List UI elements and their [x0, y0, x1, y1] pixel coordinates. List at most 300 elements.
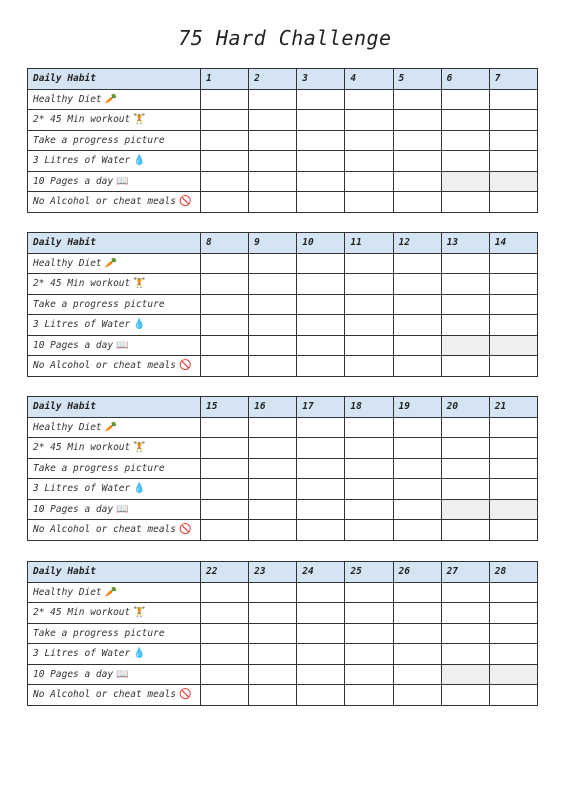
day-header-12: 12: [393, 233, 441, 254]
checkbox-cell[interactable]: [201, 130, 249, 151]
checkbox-cell[interactable]: [297, 499, 345, 520]
table-header-row: [28, 69, 538, 90]
checkbox-cell[interactable]: [201, 110, 249, 131]
checkbox-cell[interactable]: [297, 438, 345, 459]
checkbox-cell[interactable]: [489, 89, 537, 110]
habit-row: [28, 356, 538, 377]
checkbox-cell[interactable]: [297, 603, 345, 624]
checkbox-cell[interactable]: [441, 356, 489, 377]
habit-row: [28, 110, 538, 131]
carrot-icon: 🥕: [104, 421, 118, 433]
checkbox-cell[interactable]: [249, 294, 297, 315]
habit-label: 10 Pages a day: [33, 503, 114, 515]
checkbox-cell[interactable]: [345, 644, 393, 665]
week-table-3: [27, 396, 538, 541]
checkbox-cell[interactable]: [297, 335, 345, 356]
checkbox-cell[interactable]: [249, 417, 297, 438]
day-header-23: 23: [249, 562, 297, 583]
habit-row: [28, 520, 538, 541]
checkbox-cell[interactable]: [345, 685, 393, 706]
checkbox-cell[interactable]: [489, 335, 537, 356]
habit-row: [28, 335, 538, 356]
checkbox-cell[interactable]: [297, 253, 345, 274]
checkbox-cell[interactable]: [489, 192, 537, 213]
checkbox-cell[interactable]: [345, 110, 393, 131]
weightlifter-icon: 🏋: [133, 442, 146, 454]
checkbox-cell[interactable]: [489, 356, 537, 377]
checkbox-cell[interactable]: [393, 644, 441, 665]
day-header-7: 7: [489, 69, 537, 90]
checkbox-cell[interactable]: [441, 520, 489, 541]
checkbox-cell[interactable]: [393, 110, 441, 131]
checkbox-cell[interactable]: [441, 151, 489, 172]
checkbox-cell[interactable]: [489, 582, 537, 603]
habit-row: [28, 130, 538, 151]
checkbox-cell[interactable]: [393, 253, 441, 274]
checkbox-cell[interactable]: [201, 192, 249, 213]
checkbox-cell[interactable]: [297, 315, 345, 336]
day-header-16: 16: [249, 397, 297, 418]
checkbox-cell[interactable]: [393, 685, 441, 706]
day-header-18: 18: [345, 397, 393, 418]
checkbox-cell[interactable]: [249, 253, 297, 274]
no-entry-icon: 🚫: [179, 689, 192, 701]
checkbox-cell[interactable]: [249, 356, 297, 377]
checkbox-cell[interactable]: [297, 356, 345, 377]
habit-label-cell: [28, 253, 201, 274]
habit-row: [28, 582, 538, 603]
checkbox-cell[interactable]: [297, 520, 345, 541]
habit-row: [28, 664, 538, 685]
checkbox-cell[interactable]: [297, 417, 345, 438]
checkbox-cell[interactable]: [393, 130, 441, 151]
checkbox-cell[interactable]: [249, 274, 297, 295]
checkbox-cell[interactable]: [393, 294, 441, 315]
checkbox-cell[interactable]: [297, 192, 345, 213]
checkbox-cell[interactable]: [489, 603, 537, 624]
habit-label: Take a progress picture: [33, 298, 165, 310]
checkbox-cell[interactable]: [249, 603, 297, 624]
day-header-24: 24: [297, 562, 345, 583]
habit-label-cell: [28, 458, 201, 479]
open-book-icon: 📖: [116, 668, 129, 680]
checkbox-cell[interactable]: [489, 171, 537, 192]
habit-label-cell: [28, 582, 201, 603]
habit-label: 10 Pages a day: [33, 339, 114, 351]
page-title: 75 Hard Challenge: [178, 26, 392, 50]
checkbox-cell[interactable]: [393, 315, 441, 336]
day-header-15: 15: [201, 397, 249, 418]
habit-row: [28, 171, 538, 192]
weightlifter-icon: 🏋: [133, 607, 146, 619]
checkbox-cell[interactable]: [201, 171, 249, 192]
weightlifter-icon: 🏋: [133, 114, 146, 126]
week-table-2: [27, 232, 538, 377]
checkbox-cell[interactable]: [249, 171, 297, 192]
checkbox-cell[interactable]: [201, 644, 249, 665]
habit-label: 2* 45 Min workout: [33, 114, 131, 126]
table-header-row: [28, 233, 538, 254]
checkbox-cell[interactable]: [441, 274, 489, 295]
day-header-17: 17: [297, 397, 345, 418]
day-header-20: 20: [441, 397, 489, 418]
checkbox-cell[interactable]: [489, 110, 537, 131]
checkbox-cell[interactable]: [393, 623, 441, 644]
checkbox-cell[interactable]: [489, 151, 537, 172]
open-book-icon: 📖: [116, 339, 129, 351]
habit-label: 10 Pages a day: [33, 175, 114, 187]
checkbox-cell[interactable]: [441, 623, 489, 644]
checkbox-cell[interactable]: [441, 479, 489, 500]
open-book-icon: 📖: [116, 503, 129, 515]
checkbox-cell[interactable]: [393, 582, 441, 603]
checkbox-cell[interactable]: [297, 685, 345, 706]
habit-row: [28, 89, 538, 110]
checkbox-cell[interactable]: [201, 664, 249, 685]
day-header-6: 6: [441, 69, 489, 90]
habit-label-cell: [28, 171, 201, 192]
habit-row: [28, 499, 538, 520]
checkbox-cell[interactable]: [249, 664, 297, 685]
habit-row: [28, 438, 538, 459]
habit-label-cell: [28, 110, 201, 131]
habit-row: [28, 685, 538, 706]
checkbox-cell[interactable]: [345, 664, 393, 685]
checkbox-cell[interactable]: [441, 417, 489, 438]
habit-label-cell: [28, 685, 201, 706]
checkbox-cell[interactable]: [297, 274, 345, 295]
water-droplet-icon: 💧: [133, 319, 146, 331]
checkbox-cell[interactable]: [249, 623, 297, 644]
checkbox-cell[interactable]: [201, 315, 249, 336]
habit-label-cell: [28, 417, 201, 438]
checkbox-cell[interactable]: [489, 274, 537, 295]
habit-label: No Alcohol or cheat meals: [33, 196, 176, 208]
checkbox-cell[interactable]: [201, 623, 249, 644]
day-header-3: 3: [297, 69, 345, 90]
habit-label: Take a progress picture: [33, 134, 165, 146]
day-header-8: 8: [201, 233, 249, 254]
day-header-22: 22: [201, 562, 249, 583]
checkbox-cell[interactable]: [201, 458, 249, 479]
habit-label: No Alcohol or cheat meals: [33, 689, 176, 701]
checkbox-cell[interactable]: [297, 110, 345, 131]
checkbox-cell[interactable]: [489, 294, 537, 315]
checkbox-cell[interactable]: [489, 644, 537, 665]
checkbox-cell[interactable]: [489, 417, 537, 438]
weightlifter-icon: 🏋: [133, 278, 146, 290]
checkbox-cell[interactable]: [441, 438, 489, 459]
habit-row: [28, 603, 538, 624]
habit-label: Healthy Diet: [33, 586, 102, 598]
checkbox-cell[interactable]: [201, 294, 249, 315]
checkbox-cell[interactable]: [441, 603, 489, 624]
checkbox-cell[interactable]: [393, 438, 441, 459]
checkbox-cell[interactable]: [297, 644, 345, 665]
checkbox-cell[interactable]: [249, 520, 297, 541]
checkbox-cell[interactable]: [489, 315, 537, 336]
week-table-4: [27, 561, 538, 706]
checkbox-cell[interactable]: [441, 664, 489, 685]
checkbox-cell[interactable]: [441, 315, 489, 336]
checkbox-cell[interactable]: [297, 458, 345, 479]
day-header-2: 2: [249, 69, 297, 90]
checkbox-cell[interactable]: [201, 685, 249, 706]
day-header-21: 21: [489, 397, 537, 418]
checkbox-cell[interactable]: [441, 130, 489, 151]
habit-row: [28, 623, 538, 644]
habit-row: [28, 253, 538, 274]
checkbox-cell[interactable]: [489, 458, 537, 479]
daily-habit-header: Daily Habit: [28, 69, 201, 90]
checkbox-cell[interactable]: [297, 151, 345, 172]
checkbox-cell[interactable]: [201, 356, 249, 377]
checkbox-cell[interactable]: [345, 253, 393, 274]
checkbox-cell[interactable]: [393, 89, 441, 110]
checkbox-cell[interactable]: [297, 623, 345, 644]
habit-label-cell: [28, 192, 201, 213]
checkbox-cell[interactable]: [345, 130, 393, 151]
checkbox-cell[interactable]: [441, 253, 489, 274]
habit-row: [28, 644, 538, 665]
habit-label: Take a progress picture: [33, 627, 165, 639]
habit-label: Take a progress picture: [33, 462, 165, 474]
checkbox-cell[interactable]: [345, 335, 393, 356]
habit-label: 2* 45 Min workout: [33, 442, 131, 454]
checkbox-cell[interactable]: [393, 356, 441, 377]
checkbox-cell[interactable]: [393, 274, 441, 295]
checkbox-cell[interactable]: [393, 192, 441, 213]
checkbox-cell[interactable]: [393, 603, 441, 624]
day-header-4: 4: [345, 69, 393, 90]
day-header-25: 25: [345, 562, 393, 583]
checkbox-cell[interactable]: [201, 253, 249, 274]
day-header-19: 19: [393, 397, 441, 418]
habit-row: [28, 274, 538, 295]
checkbox-cell[interactable]: [393, 171, 441, 192]
checkbox-cell[interactable]: [201, 520, 249, 541]
checkbox-cell[interactable]: [393, 664, 441, 685]
checkbox-cell[interactable]: [297, 89, 345, 110]
open-book-icon: 📖: [116, 175, 129, 187]
no-entry-icon: 🚫: [179, 360, 192, 372]
checkbox-cell[interactable]: [297, 171, 345, 192]
water-droplet-icon: 💧: [133, 483, 146, 495]
checkbox-cell[interactable]: [441, 644, 489, 665]
day-header-27: 27: [441, 562, 489, 583]
habit-label-cell: [28, 315, 201, 336]
checkbox-cell[interactable]: [297, 130, 345, 151]
day-header-10: 10: [297, 233, 345, 254]
habit-label-cell: [28, 130, 201, 151]
checkbox-cell[interactable]: [201, 603, 249, 624]
day-header-1: 1: [201, 69, 249, 90]
habit-label: 3 Litres of Water: [33, 483, 131, 495]
checkbox-cell[interactable]: [249, 89, 297, 110]
checkbox-cell[interactable]: [249, 192, 297, 213]
checkbox-cell[interactable]: [249, 315, 297, 336]
checkbox-cell[interactable]: [489, 479, 537, 500]
checkbox-cell[interactable]: [345, 315, 393, 336]
no-entry-icon: 🚫: [179, 196, 192, 208]
day-header-14: 14: [489, 233, 537, 254]
day-header-11: 11: [345, 233, 393, 254]
habit-label-cell: [28, 499, 201, 520]
checkbox-cell[interactable]: [345, 499, 393, 520]
checkbox-cell[interactable]: [489, 438, 537, 459]
habit-label-cell: [28, 623, 201, 644]
habit-row: [28, 294, 538, 315]
checkbox-cell[interactable]: [345, 192, 393, 213]
day-header-9: 9: [249, 233, 297, 254]
checkbox-cell[interactable]: [441, 458, 489, 479]
checkbox-cell[interactable]: [345, 438, 393, 459]
daily-habit-header: Daily Habit: [28, 562, 201, 583]
habit-label-cell: [28, 438, 201, 459]
day-header-5: 5: [393, 69, 441, 90]
habit-label: Healthy Diet: [33, 93, 102, 105]
checkbox-cell[interactable]: [345, 356, 393, 377]
checkbox-cell[interactable]: [441, 685, 489, 706]
checkbox-cell[interactable]: [249, 130, 297, 151]
checkbox-cell[interactable]: [249, 335, 297, 356]
checkbox-cell[interactable]: [297, 664, 345, 685]
checkbox-cell[interactable]: [249, 582, 297, 603]
week-table-1: [27, 68, 538, 213]
checkbox-cell[interactable]: [393, 151, 441, 172]
checkbox-cell[interactable]: [249, 644, 297, 665]
habit-label-cell: [28, 294, 201, 315]
checkbox-cell[interactable]: [249, 438, 297, 459]
checkbox-cell[interactable]: [345, 171, 393, 192]
day-header-13: 13: [441, 233, 489, 254]
day-header-28: 28: [489, 562, 537, 583]
checkbox-cell[interactable]: [393, 479, 441, 500]
habit-row: [28, 417, 538, 438]
checkbox-cell[interactable]: [345, 623, 393, 644]
table-header-row: [28, 562, 538, 583]
checkbox-cell[interactable]: [345, 582, 393, 603]
habit-label: 2* 45 Min workout: [33, 278, 131, 290]
checkbox-cell[interactable]: [249, 110, 297, 131]
habit-row: [28, 192, 538, 213]
checkbox-cell[interactable]: [441, 582, 489, 603]
habit-label-cell: [28, 89, 201, 110]
checkbox-cell[interactable]: [201, 479, 249, 500]
habit-label-cell: [28, 644, 201, 665]
checkbox-cell[interactable]: [489, 623, 537, 644]
habit-label: No Alcohol or cheat meals: [33, 360, 176, 372]
checkbox-cell[interactable]: [393, 417, 441, 438]
checkbox-cell[interactable]: [249, 458, 297, 479]
checkbox-cell[interactable]: [345, 520, 393, 541]
habit-label: No Alcohol or cheat meals: [33, 524, 176, 536]
habit-label: 3 Litres of Water: [33, 648, 131, 660]
habit-label-cell: [28, 151, 201, 172]
habit-label-cell: [28, 664, 201, 685]
table-header-row: [28, 397, 538, 418]
checkbox-cell[interactable]: [345, 603, 393, 624]
checkbox-cell[interactable]: [489, 520, 537, 541]
habit-row: [28, 458, 538, 479]
checkbox-cell[interactable]: [489, 499, 537, 520]
checkbox-cell[interactable]: [441, 499, 489, 520]
daily-habit-header: Daily Habit: [28, 397, 201, 418]
checkbox-cell[interactable]: [441, 110, 489, 131]
checkbox-cell[interactable]: [201, 274, 249, 295]
checkbox-cell[interactable]: [201, 499, 249, 520]
habit-label: 3 Litres of Water: [33, 319, 131, 331]
checkbox-cell[interactable]: [345, 274, 393, 295]
checkbox-cell[interactable]: [441, 294, 489, 315]
checkbox-cell[interactable]: [489, 664, 537, 685]
water-droplet-icon: 💧: [133, 648, 146, 660]
checkbox-cell[interactable]: [393, 499, 441, 520]
checkbox-cell[interactable]: [249, 479, 297, 500]
checkbox-cell[interactable]: [201, 438, 249, 459]
checkbox-cell[interactable]: [489, 685, 537, 706]
checkbox-cell[interactable]: [489, 253, 537, 274]
checkbox-cell[interactable]: [249, 151, 297, 172]
checkbox-cell[interactable]: [297, 479, 345, 500]
checkbox-cell[interactable]: [249, 685, 297, 706]
day-header-26: 26: [393, 562, 441, 583]
habit-label: Healthy Diet: [33, 421, 102, 433]
checkbox-cell[interactable]: [345, 417, 393, 438]
checkbox-cell[interactable]: [489, 130, 537, 151]
carrot-icon: 🥕: [104, 586, 118, 598]
checkbox-cell[interactable]: [393, 335, 441, 356]
habit-row: [28, 315, 538, 336]
habit-row: [28, 479, 538, 500]
checkbox-cell[interactable]: [249, 499, 297, 520]
checkbox-cell[interactable]: [345, 479, 393, 500]
habit-label-cell: [28, 335, 201, 356]
carrot-icon: 🥕: [104, 257, 118, 269]
checkbox-cell[interactable]: [345, 294, 393, 315]
habit-label: 2* 45 Min workout: [33, 607, 131, 619]
habit-row: [28, 151, 538, 172]
habit-label: 3 Litres of Water: [33, 155, 131, 167]
water-droplet-icon: 💧: [133, 155, 146, 167]
habit-label-cell: [28, 479, 201, 500]
checkbox-cell[interactable]: [297, 582, 345, 603]
checkbox-cell[interactable]: [201, 89, 249, 110]
checkbox-cell[interactable]: [393, 458, 441, 479]
habit-label-cell: [28, 356, 201, 377]
checkbox-cell[interactable]: [345, 458, 393, 479]
checkbox-cell[interactable]: [201, 582, 249, 603]
carrot-icon: 🥕: [104, 93, 118, 105]
checkbox-cell[interactable]: [201, 417, 249, 438]
daily-habit-header: Daily Habit: [28, 233, 201, 254]
checkbox-cell[interactable]: [441, 192, 489, 213]
habit-label-cell: [28, 603, 201, 624]
habit-label-cell: [28, 274, 201, 295]
checkbox-cell[interactable]: [201, 335, 249, 356]
checkbox-cell[interactable]: [441, 89, 489, 110]
habit-label: Healthy Diet: [33, 257, 102, 269]
checkbox-cell[interactable]: [297, 294, 345, 315]
checkbox-cell[interactable]: [201, 151, 249, 172]
checkbox-cell[interactable]: [345, 151, 393, 172]
checkbox-cell[interactable]: [441, 335, 489, 356]
no-entry-icon: 🚫: [179, 524, 192, 536]
checkbox-cell[interactable]: [393, 520, 441, 541]
checkbox-cell[interactable]: [345, 89, 393, 110]
checkbox-cell[interactable]: [441, 171, 489, 192]
habit-label-cell: [28, 520, 201, 541]
